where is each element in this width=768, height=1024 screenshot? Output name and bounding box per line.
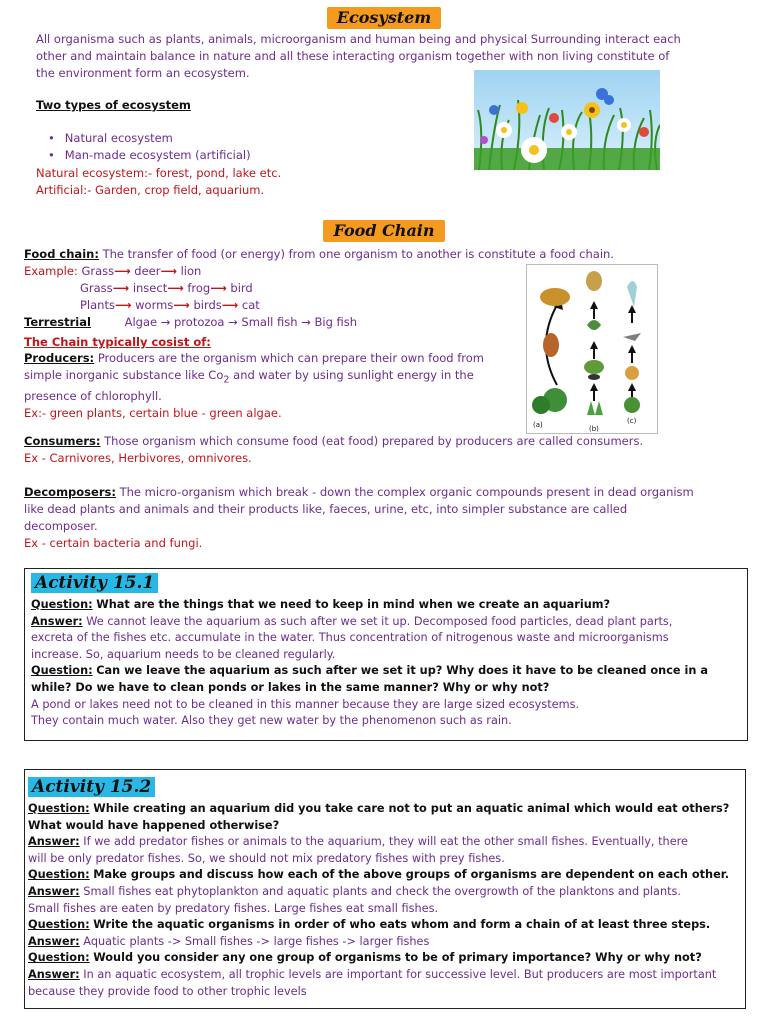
chain-consist-heading: The Chain typically cosist of: [24, 335, 211, 349]
food-chain-figure [526, 264, 658, 434]
arrow-icon: ⟶ [173, 298, 190, 312]
intro-line: the environment form an ecosystem. [36, 66, 250, 80]
food-chain-definition [24, 246, 614, 263]
ecosystem-title: Ecosystem [327, 7, 441, 29]
chain-row: Plants⟶ worms⟶ birds⟶ cat [80, 298, 260, 312]
decomposers-label: Decomposers: [24, 485, 116, 499]
chain-row: Grass⟶ insect⟶ frog⟶ bird [80, 281, 253, 295]
terrestrial-label: Terrestrial [24, 315, 91, 329]
consumers-label: Consumers: [24, 434, 101, 448]
meadow-illustration [474, 70, 660, 170]
activity-15-1-content: Question: What are the things that we need to keep in mind when we create an aquarium? Answer: We cannot leave the aquarium as such after we set it up. Decomposed food particles, dead plant parts, excreta of the fishes etc. accumulate in the water. Thus concentration of nitrogenous waste and microorganisms increase. So, aquarium needs to be cleaned regularly. Question: Can we leave the aquarium as such after we set it up? Why does it have to be cleaned once in a while? Do we have to clean ponds or lakes in the same manner? Why or why not? A pond or lakes need not to be cleaned in this manner because they are large sized ecosystems. They contain much water. Also they get new water by the phenomenon such as rain. [31, 598, 708, 728]
arrow-icon: ⟶ [112, 281, 130, 295]
activity-15-1-title: Activity 15.1 [31, 573, 158, 593]
artificial-examples: Artificial:- Garden, crop field, aquarium. [36, 183, 265, 197]
answer-text: A pond or lakes need not to be cleaned in this manner because they are large sized ecosystems. [31, 697, 580, 711]
answer-text: In an aquatic ecosystem, all trophic levels are important for successive level. But producers are most important [83, 967, 717, 981]
arrow-icon: ⟶ [167, 281, 184, 295]
arrow-icon: ⟶ [114, 298, 132, 312]
arrow-icon: ⟶ [210, 281, 227, 295]
arrow-icon: ⟶ [160, 264, 177, 278]
question-text: Would you consider any one group of organisms to be of primary importance? Why or why not? [93, 951, 702, 965]
figure-label-b: (b) [589, 425, 599, 433]
question-text: While creating an aquarium did you take care not to put an aquatic animal which would eat others? [93, 802, 730, 815]
activity-15-2-title: Activity 15.2 [28, 777, 155, 797]
consumers-example: Ex - Carnivores, Herbivores, omnivores. [24, 451, 252, 465]
co2-subscript: 2 [223, 374, 230, 386]
intro-line: All organisma such as plants, animals, microorganism and human being and physical Surrounding interact each [36, 32, 681, 46]
type-item: • Man-made ecosystem (artificial) [48, 147, 251, 164]
answer-text: Small fishes eat phytoplankton and aquatic plants and check the overgrowth of the planktons and plants. [83, 884, 682, 898]
decomposers-example: Ex - certain bacteria and fungi. [24, 536, 203, 550]
example-label: Example: [24, 264, 78, 278]
activity-15-2-box [24, 769, 746, 1009]
producers-example: Ex:- green plants, certain blue - green algae. [24, 406, 282, 421]
terrestrial-row [24, 314, 357, 331]
producers-label: Producers: [24, 351, 95, 365]
arrow-icon: ⟶ [221, 298, 239, 312]
intro-line: other and maintain balance in nature and all these interacting organism together with non living constitute of [36, 49, 670, 63]
answer-text: We cannot leave the aquarium as such after we set it up. Decomposed food particles, dead plant parts, [86, 614, 673, 628]
food-chain-label: Food chain: [24, 247, 99, 261]
food-chain-title: Food Chain [323, 220, 444, 242]
figure-label-a: (a) [533, 421, 543, 429]
question-text: Write the aquatic organisms in order of who eats whom and form a chain of at least three steps. [93, 918, 711, 932]
types-list [48, 130, 251, 164]
food-chain-title-wrap [0, 221, 768, 241]
chain-row: Example: Grass⟶ deer⟶ lion [24, 264, 202, 278]
decomposers-block: Decomposers: The micro-organism which break - down the complex organic compounds present in dead organism like dead plants and animals and their products like, faeces, urine, etc, into simpler substance are called decomposer. Ex - certain bacteria and fungi. [24, 485, 694, 550]
figure-label-c: (c) [627, 417, 637, 425]
ecosystem-title-wrap [0, 8, 768, 28]
natural-examples: Natural ecosystem:- forest, pond, lake etc. [36, 166, 282, 180]
terrestrial-chain: Algae → protozoa → Small fish → Big fish [124, 315, 358, 329]
producers-block: Producers: Producers are the organism which can prepare their own food from simple inorganic substance like $Co_2$ and water by using sunlight energy in the presence of chlorophyll. Ex:- green plants, certain blue - green algae. [24, 351, 484, 421]
question-text: Make groups and discuss how each of the above groups of organisms are dependent on each other. [93, 868, 729, 882]
arrow-icon: ⟶ [114, 264, 131, 278]
question-text: What are the things that we need to keep in mind when we create an aquarium? [96, 598, 611, 611]
consumers-block: Consumers: Those organism which consume food (eat food) prepared by producers are called consumers. Ex - Carnivores, Herbivores, omnivores. [24, 434, 644, 465]
activity-15-1-box [24, 568, 748, 741]
question-text: Can we leave the aquarium as such after we set it up? Why does it have to be cleaned once in a [96, 664, 708, 678]
answer-text: Aquatic plants -> Small fishes -> large fishes -> larger fishes [83, 934, 430, 948]
food-chain-text: The transfer of food (or energy) from one organism to another is constitute a food chain. [102, 247, 614, 261]
answer-text: If we add predator fishes or animals to the aquarium, they will eat the other small fishes. Eventually, there [83, 835, 688, 849]
types-heading: Two types of ecosystem [36, 98, 191, 112]
activity-15-2-content: Question: While creating an aquarium did you take care not to put an aquatic animal which would eat others? What would have happened otherwise? Answer: If we add predator fishes or animals to the aquarium, they will eat the other small fishes. Eventually, there will be only predator fishes. So, we should not mix predatory fishes with prey fishes. Question: Make groups and discuss how each of the above groups of organisms are dependent on each other. Answer: Small fishes eat phytoplankton and aquatic plants and check the overgrowth of the planktons and plants. Small fishes are eaten by predatory fishes. Large fishes eat small fishes. Question: Write the aquatic organisms in order of who eats whom and form a chain of at least three steps. Answer: Aquatic plants -> Small fishes -> large fishes -> larger fishes Question: Would you consider any one group of organisms to be of primary importance? Why or why not? Answer: In an aquatic ecosystem, all trophic levels are important for successive level. But producers are most important because they provide food to other trophic levels [28, 802, 730, 998]
type-item: • Natural ecosystem [48, 130, 251, 147]
